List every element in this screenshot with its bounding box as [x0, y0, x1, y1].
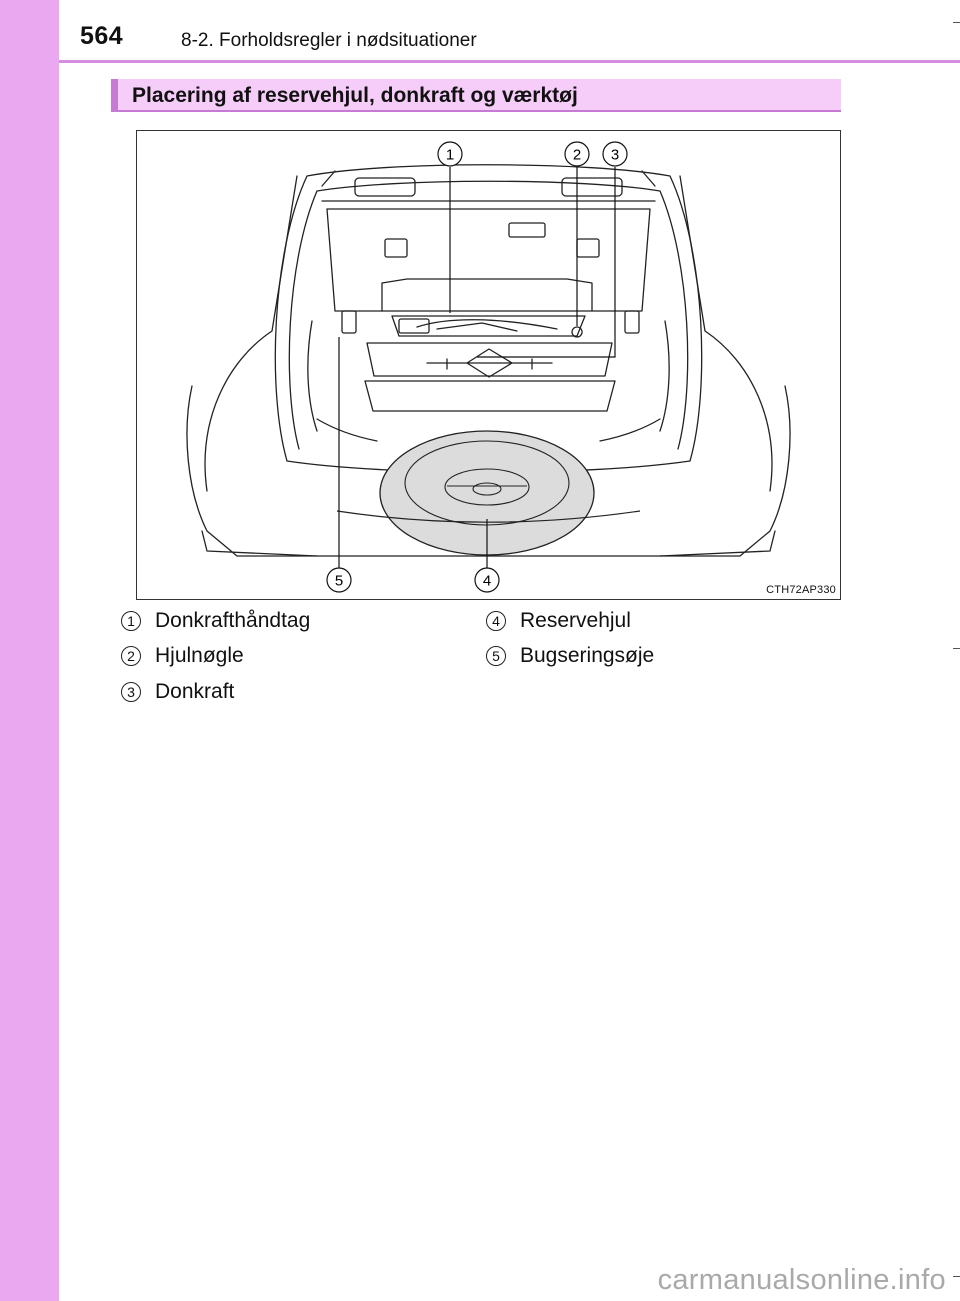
seat-latch-right: [577, 239, 599, 257]
tray-slot: [399, 319, 429, 333]
bumper-lower-right: [660, 531, 775, 556]
header-rule: [59, 60, 960, 63]
jack-compartment: [367, 343, 612, 376]
legend-number: 3: [121, 682, 141, 702]
callout-1: [438, 142, 462, 166]
page-number: 564: [80, 22, 124, 50]
legend-label: Bugseringsøje: [520, 644, 655, 667]
side-band: [0, 0, 59, 1301]
legend-item: [121, 641, 244, 671]
tow-eyelet-holder: [342, 311, 356, 333]
luggage-compartment-figure: [136, 130, 841, 600]
legend-item: [121, 677, 234, 707]
svg-text:2: 2: [572, 146, 582, 164]
legend-label: Donkraft: [155, 680, 235, 703]
legend-label: Hjulnøgle: [155, 644, 244, 667]
legend-number: 1: [121, 611, 141, 631]
seat-latch-center: [509, 223, 545, 237]
callout-4: [475, 568, 499, 592]
callout-3: [603, 142, 627, 166]
trunk-illustration: [137, 131, 840, 599]
legend-item: [121, 606, 310, 636]
svg-text:4: 4: [482, 572, 492, 590]
legend-label: Reservehjul: [520, 609, 631, 632]
trunk-inner-rim: [289, 181, 687, 449]
svg-text:1: 1: [445, 146, 455, 164]
crop-mark: [953, 648, 960, 649]
section-title: Placering af reservehjul, donkraft og værktøj: [132, 84, 578, 107]
legend-label: Donkrafthåndtag: [155, 609, 311, 632]
crop-mark: [953, 1276, 960, 1277]
tool-tray-rim: [382, 279, 592, 311]
legend-number: 4: [486, 611, 506, 631]
figure-code: CTH72AP330: [766, 584, 836, 596]
rear-seatback: [327, 209, 650, 311]
seat-latch-left: [385, 239, 407, 257]
headrest-left: [355, 178, 415, 196]
side-trim-left: [308, 321, 317, 431]
lower-tray: [365, 381, 615, 411]
section-heading: [111, 79, 841, 112]
chapter-title: 8-2. Forholdsregler i nødsituationer: [181, 30, 477, 51]
svg-text:3: 3: [610, 146, 620, 164]
legend-item: [486, 606, 631, 636]
legend-number: 2: [121, 646, 141, 666]
headrest-right: [562, 178, 622, 196]
legend-item: [486, 641, 654, 671]
callout-2: [565, 142, 589, 166]
side-trim-right: [660, 321, 669, 431]
legend-number: 5: [486, 646, 506, 666]
bumper-lower-left: [202, 531, 317, 556]
callout-5: [327, 568, 351, 592]
svg-text:5: 5: [334, 572, 344, 590]
watermark: carmanualsonline.info: [657, 1264, 946, 1296]
crop-mark: [953, 22, 960, 23]
